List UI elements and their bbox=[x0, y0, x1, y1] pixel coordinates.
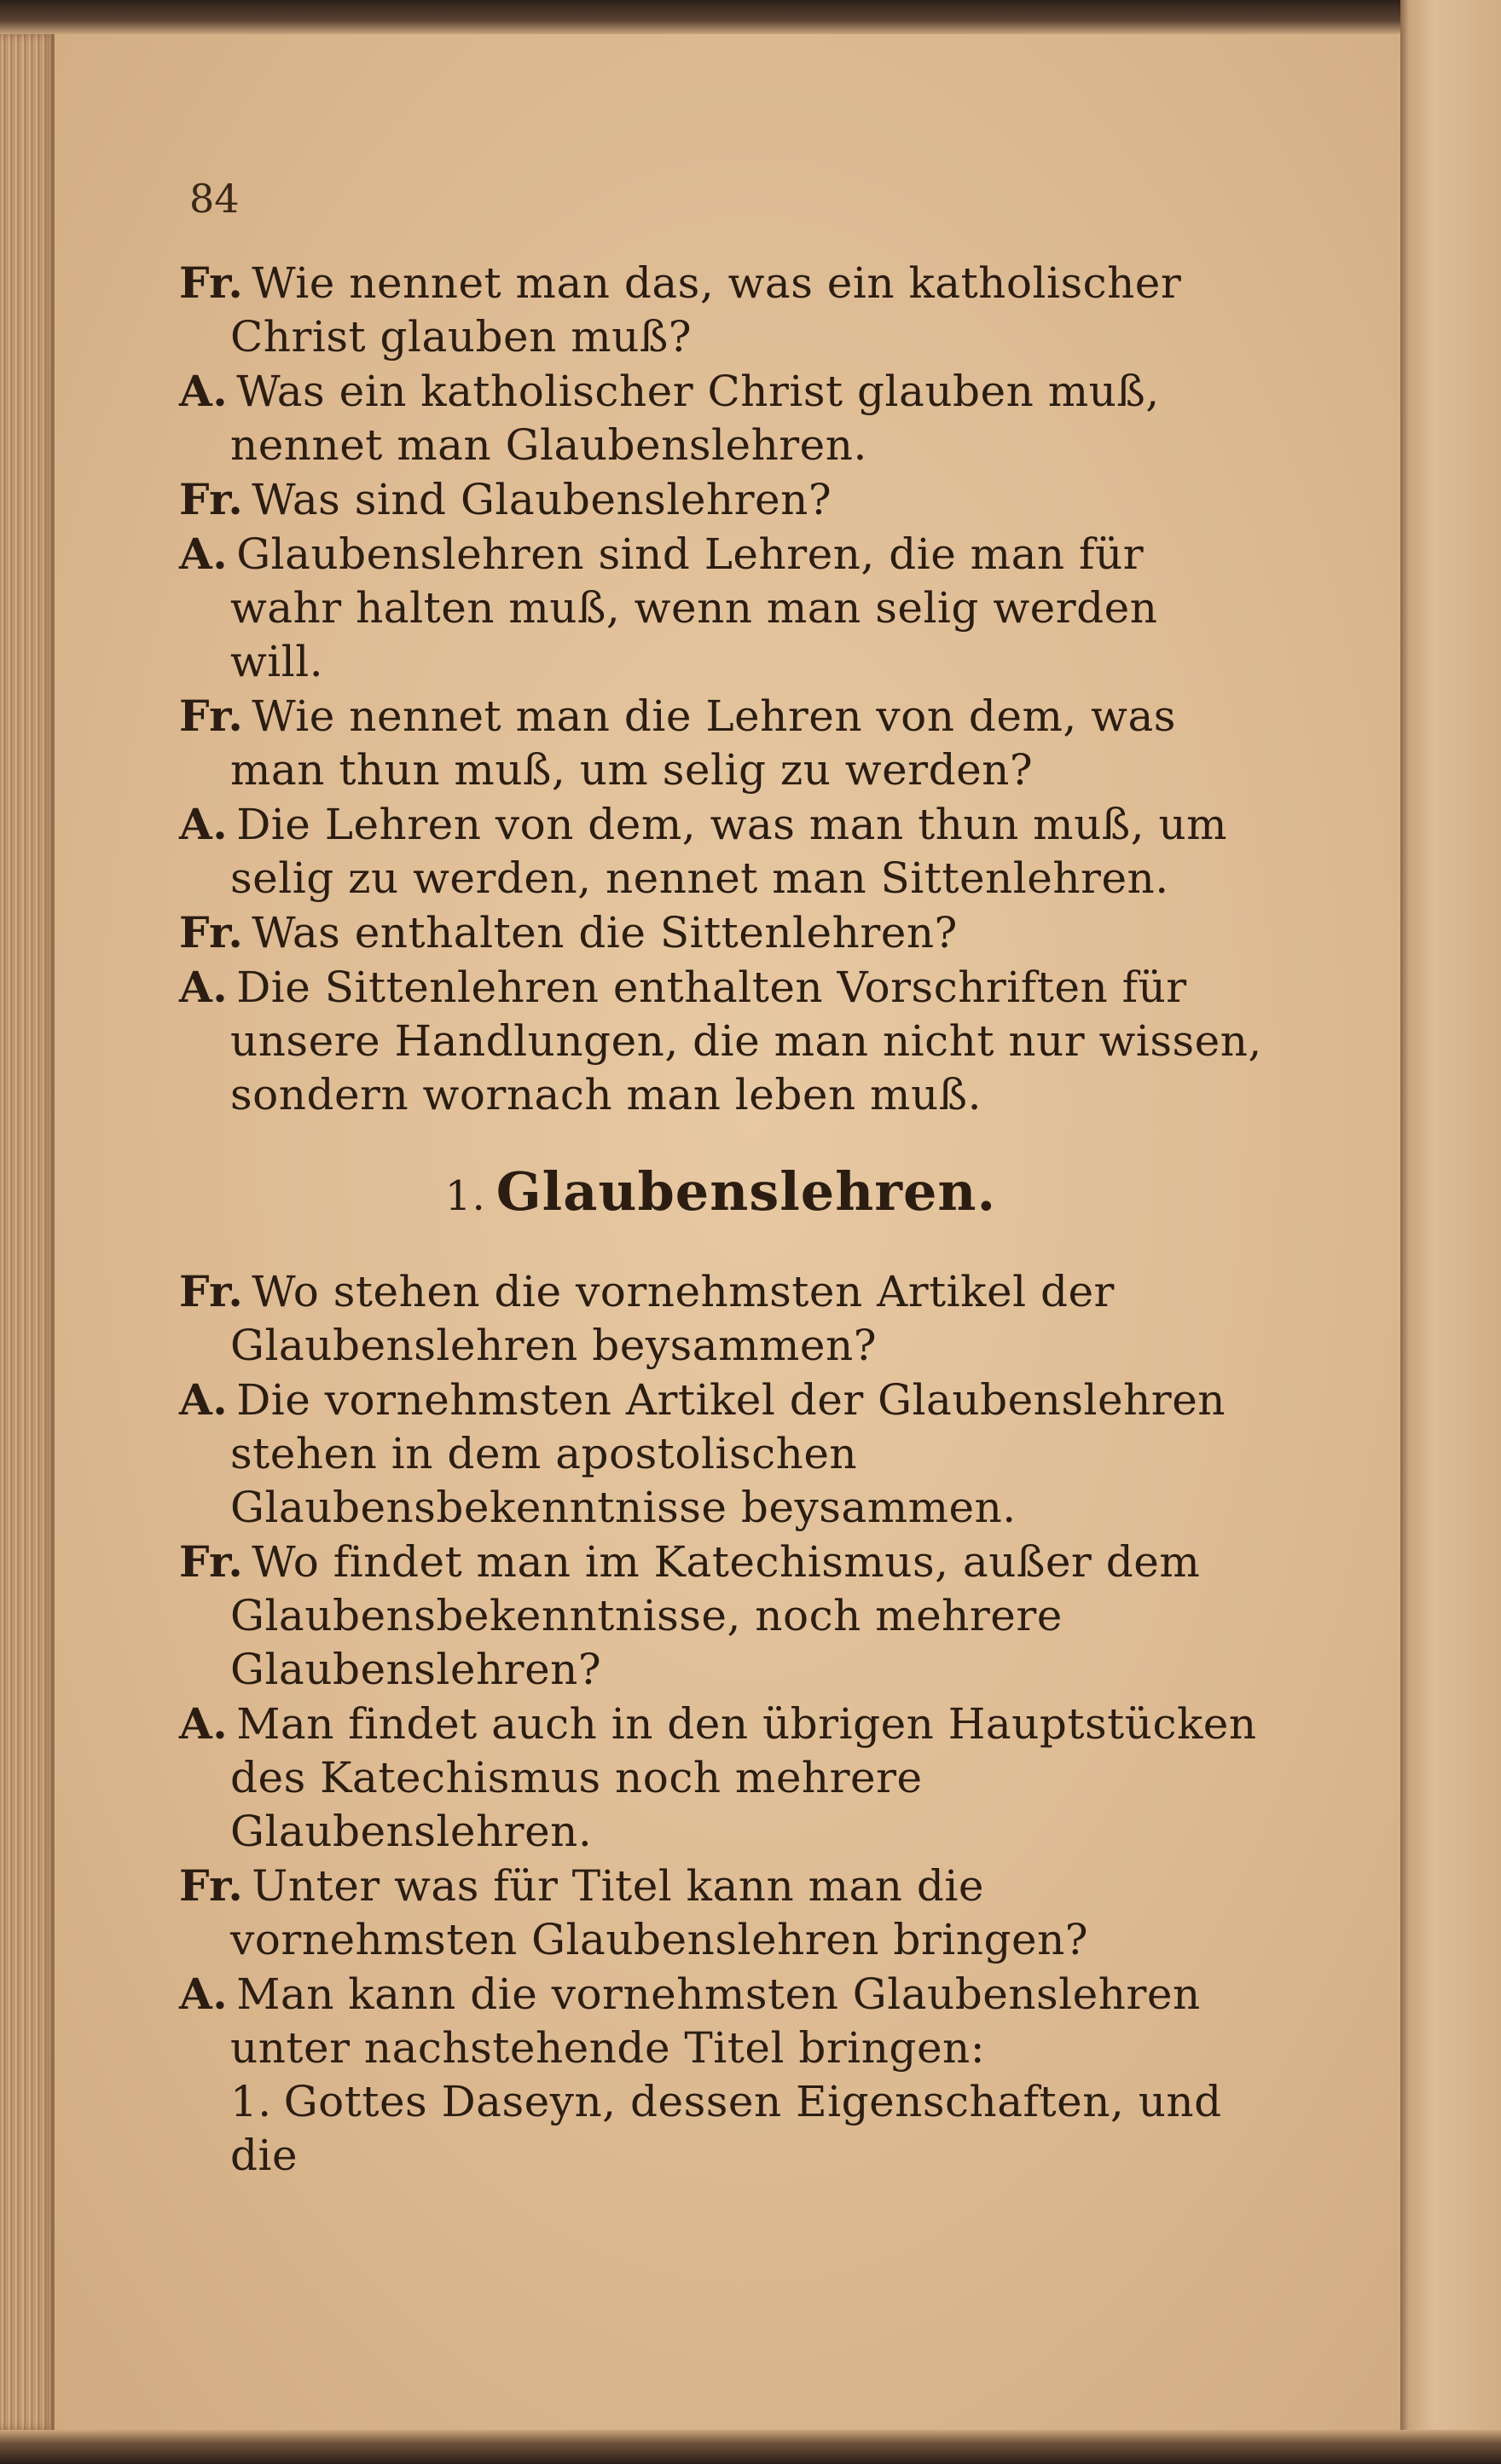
entry-text: Wie nennet man die Lehren von dem, was man thun muß, um selig zu werden? bbox=[230, 691, 1176, 795]
entry-tag: Fr. bbox=[179, 907, 244, 957]
entry-tag: Fr. bbox=[179, 474, 244, 524]
question bbox=[179, 689, 1262, 797]
entry-tag: Fr. bbox=[179, 691, 244, 741]
entry-text: Die Lehren von dem, was man thun muß, um selig zu werden, nennet man Sittenlehren. bbox=[230, 800, 1228, 903]
entry-tag: Fr. bbox=[179, 1266, 244, 1316]
scan-bottom-edge bbox=[0, 2430, 1501, 2464]
entry-text: Unter was für Titel kann man die vornehmsten Glaubenslehren bringen? bbox=[230, 1861, 1089, 1964]
question bbox=[179, 472, 1262, 527]
enumeration-item bbox=[179, 2075, 1262, 2183]
entry-text: Wo findet man im Katechismus, außer dem Glaubensbekenntnisse, noch mehrere Glaubenslehren? bbox=[230, 1537, 1201, 1694]
entry-tag: A. bbox=[179, 799, 229, 849]
entry-text: Man kann die vornehmsten Glaubenslehren unter nachstehende Titel bringen: bbox=[230, 1969, 1201, 2073]
section-heading bbox=[179, 1160, 1262, 1223]
question bbox=[179, 905, 1262, 960]
scan-top-edge bbox=[0, 0, 1501, 34]
question bbox=[179, 1264, 1262, 1373]
entry-text: Die vornehmsten Artikel der Glaubenslehren stehen in dem apostolischen Glaubensbekenntnisse beysammen. bbox=[230, 1375, 1226, 1532]
section-number: 1. bbox=[444, 1172, 486, 1220]
enumeration-text: Gottes Daseyn, dessen Eigenschaften, und die bbox=[230, 2077, 1222, 2180]
entry-tag: A. bbox=[179, 366, 229, 416]
entry-tag: A. bbox=[179, 1698, 229, 1749]
entry-text: Wie nennet man das, was ein katholischer Christ glauben muß? bbox=[230, 258, 1182, 362]
answer bbox=[179, 797, 1262, 905]
answer bbox=[179, 364, 1262, 472]
entry-tag: A. bbox=[179, 962, 229, 1012]
answer bbox=[179, 527, 1262, 689]
entry-text: Wo stehen die vornehmsten Artikel der Glaubenslehren beysammen? bbox=[230, 1267, 1115, 1370]
section-title: Glaubenslehren. bbox=[496, 1160, 997, 1223]
book-spine-edge bbox=[0, 34, 55, 2430]
entry-text: Was sind Glaubenslehren? bbox=[252, 475, 832, 524]
entry-tag: A. bbox=[179, 529, 229, 579]
question bbox=[179, 1535, 1262, 1697]
answer bbox=[179, 1697, 1262, 1859]
question bbox=[179, 256, 1262, 364]
answer bbox=[179, 1373, 1262, 1535]
entry-text: Die Sittenlehren enthalten Vorschriften für unsere Handlungen, die man nicht nur wissen, sondern wornach man leben muß. bbox=[230, 963, 1262, 1119]
entry-tag: Fr. bbox=[179, 1860, 244, 1911]
entry-tag: A. bbox=[179, 1969, 229, 2019]
question bbox=[179, 1859, 1262, 1967]
entry-tag: Fr. bbox=[179, 1536, 244, 1587]
enumeration-number: 1. bbox=[230, 2077, 272, 2126]
entry-text: Was enthalten die Sittenlehren? bbox=[252, 908, 958, 957]
entry-text: Was ein katholischer Christ glauben muß, nennet man Glaubenslehren. bbox=[230, 367, 1160, 470]
page-text-block bbox=[179, 256, 1262, 2183]
page-number: 84 bbox=[189, 176, 240, 222]
entry-text: Man findet auch in den übrigen Hauptstücken des Katechismus noch mehrere Glaubenslehren. bbox=[230, 1699, 1257, 1856]
next-page-edge bbox=[1400, 0, 1501, 2464]
answer bbox=[179, 1967, 1262, 2075]
entry-tag: Fr. bbox=[179, 257, 244, 308]
answer bbox=[179, 960, 1262, 1122]
entry-text: Glaubenslehren sind Lehren, die man für wahr halten muß, wenn man selig werden will. bbox=[230, 529, 1158, 686]
entry-tag: A. bbox=[179, 1374, 229, 1425]
